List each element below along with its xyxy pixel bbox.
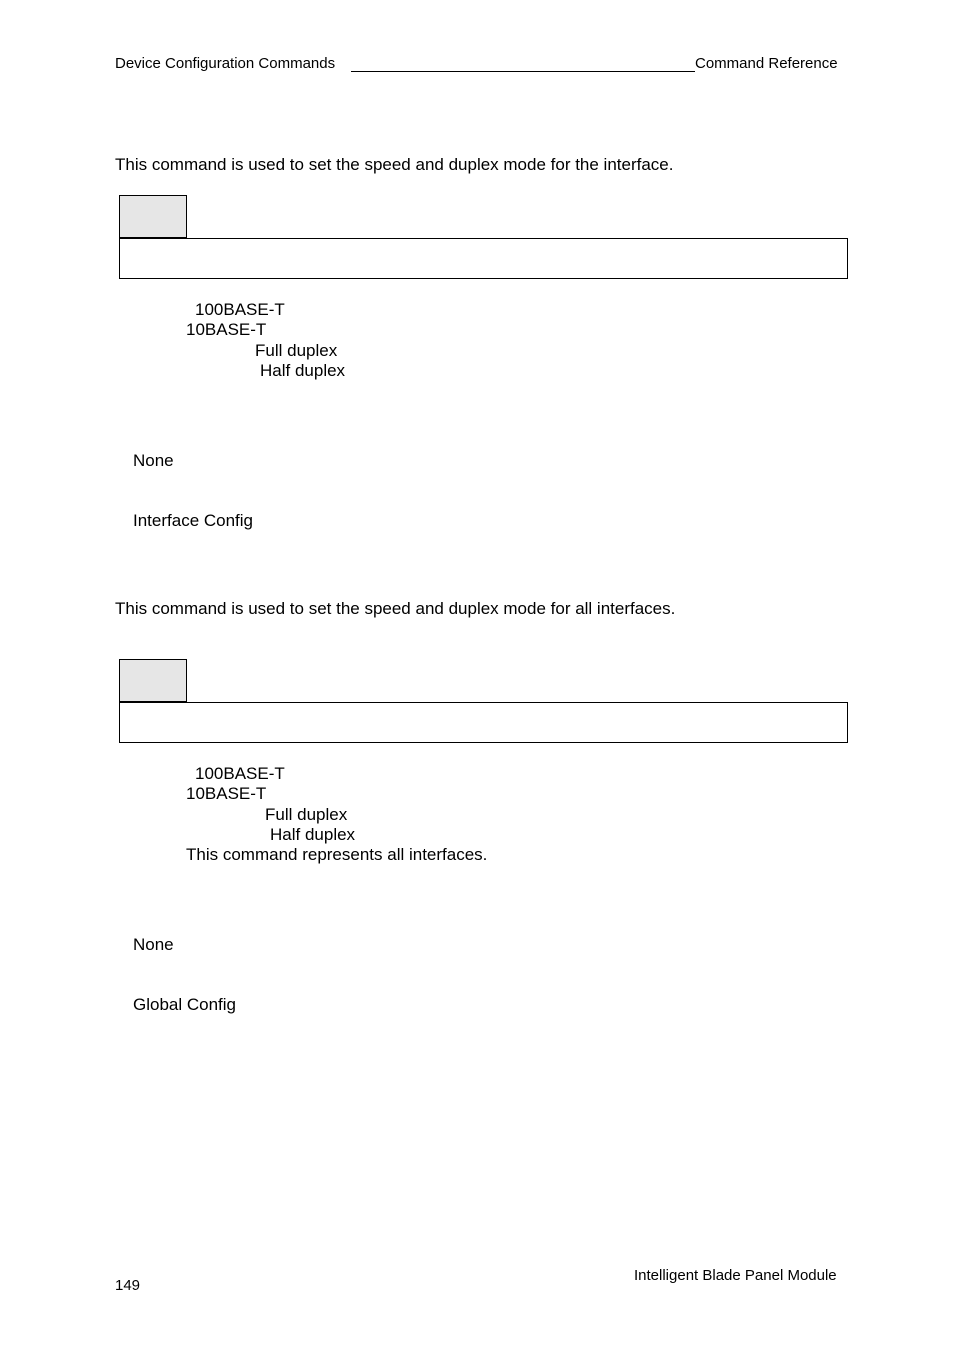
section1-param-10base: 10BASE-T <box>186 320 267 339</box>
section1-command-box <box>119 238 848 279</box>
section1-default-value: None <box>133 451 174 470</box>
section1-param-full-duplex: Full duplex <box>255 341 338 360</box>
section2-command-box <box>119 702 848 743</box>
header-right-title: Command Reference <box>695 55 838 72</box>
section2-default-value: None <box>133 935 174 954</box>
header-left-title: Device Configuration Commands <box>115 55 336 72</box>
section2-description: This command is used to set the speed and duplex mode for all interfaces. <box>115 599 676 618</box>
section2-param-100base: 100BASE-T <box>195 764 285 783</box>
section2-param-all-interfaces: This command represents all interfaces. <box>186 845 488 864</box>
section2-param-full-duplex: Full duplex <box>265 805 348 824</box>
section1-param-half-duplex: Half duplex <box>260 361 346 380</box>
section1-description: This command is used to set the speed and duplex mode for the interface. <box>115 155 674 174</box>
footer-product-name: Intelligent Blade Panel Module <box>634 1267 837 1284</box>
section1-param-100base: 100BASE-T <box>195 300 285 319</box>
section1-format-tab <box>119 195 187 238</box>
section1-mode-value: Interface Config <box>133 511 254 530</box>
section2-mode-value: Global Config <box>133 995 237 1014</box>
section2-param-half-duplex: Half duplex <box>270 825 356 844</box>
section2-param-10base: 10BASE-T <box>186 784 267 803</box>
section2-format-tab <box>119 659 187 702</box>
page-number: 149 <box>115 1277 141 1294</box>
header-divider <box>351 71 695 72</box>
